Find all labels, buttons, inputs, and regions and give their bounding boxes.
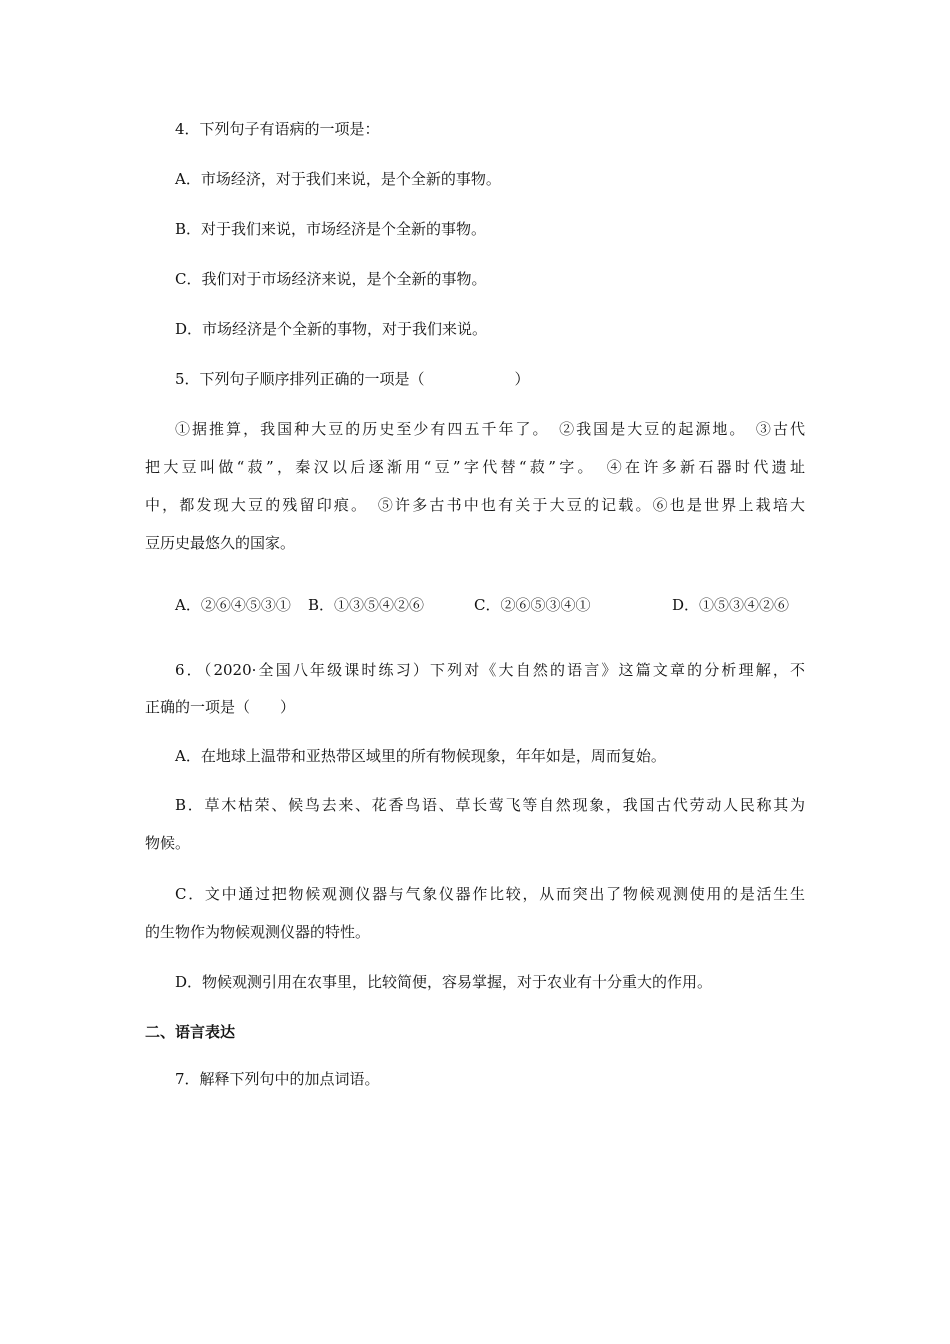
q6-option-b-line: 物候。 (145, 834, 191, 852)
q4-option-d: D．市场经济是个全新的事物，对于我们来说。 (175, 320, 488, 338)
q5-passage-line: 把大豆叫做“菽”，秦汉以后逐渐用“豆”字代替“菽”字。 ④在许多新石器时代遗址 (145, 458, 805, 476)
q5-option-a: A．②⑥④⑤③① (175, 596, 291, 614)
q5-passage-line: 中，都发现大豆的残留印痕。 ⑤许多古书中也有关于大豆的记载。⑥也是世界上栽培大 (145, 496, 805, 514)
q4-option-a: A．市场经济，对于我们来说，是个全新的事物。 (175, 170, 501, 188)
q5-options-row (0, 594, 950, 616)
q5-option-b: B．①③⑤④②⑥ (308, 596, 425, 614)
q6-option-c-line: 的生物作为物候观测仪器的特性。 (145, 923, 371, 941)
q5-passage-line: ①据推算，我国种大豆的历史至少有四五千年了。 ②我国是大豆的起源地。 ③古代 (175, 420, 805, 438)
q6-option-a: A．在地球上温带和亚热带区域里的所有物候现象，年年如是，周而复始。 (175, 747, 666, 765)
q5-passage-line: 豆历史最悠久的国家。 (145, 534, 296, 552)
q5-option-d: D．①⑤③④②⑥ (672, 596, 790, 614)
q6-option-d: D．物候观测引用在农事里，比较简便，容易掌握，对于农业有十分重大的作用。 (175, 973, 713, 991)
section-heading: 二、语言表达 (145, 1023, 236, 1041)
q5-option-c: C．②⑥⑤③④① (474, 596, 591, 614)
q6-stem-line: 正确的一项是（ ） (145, 698, 296, 716)
q6-option-c-line: C．文中通过把物候观测仪器与气象仪器作比较，从而突出了物候观测使用的是活生生 (175, 885, 805, 903)
q4-option-c: C．我们对于市场经济来说，是个全新的事物。 (175, 270, 487, 288)
q6-stem-line: 6．（2020·全国八年级课时练习）下列对《大自然的语言》这篇文章的分析理解，不 (175, 661, 805, 679)
q7-stem: 7．解释下列句中的加点词语。 (175, 1070, 380, 1088)
q4-option-b: B．对于我们来说，市场经济是个全新的事物。 (175, 220, 487, 238)
q4-stem: 4．下列句子有语病的一项是： (175, 120, 380, 138)
q5-stem: 5．下列句子顺序排列正确的一项是（ ） (175, 370, 530, 388)
q6-option-b-line: B．草木枯荣、候鸟去来、花香鸟语、草长莺飞等自然现象，我国古代劳动人民称其为 (175, 796, 805, 814)
